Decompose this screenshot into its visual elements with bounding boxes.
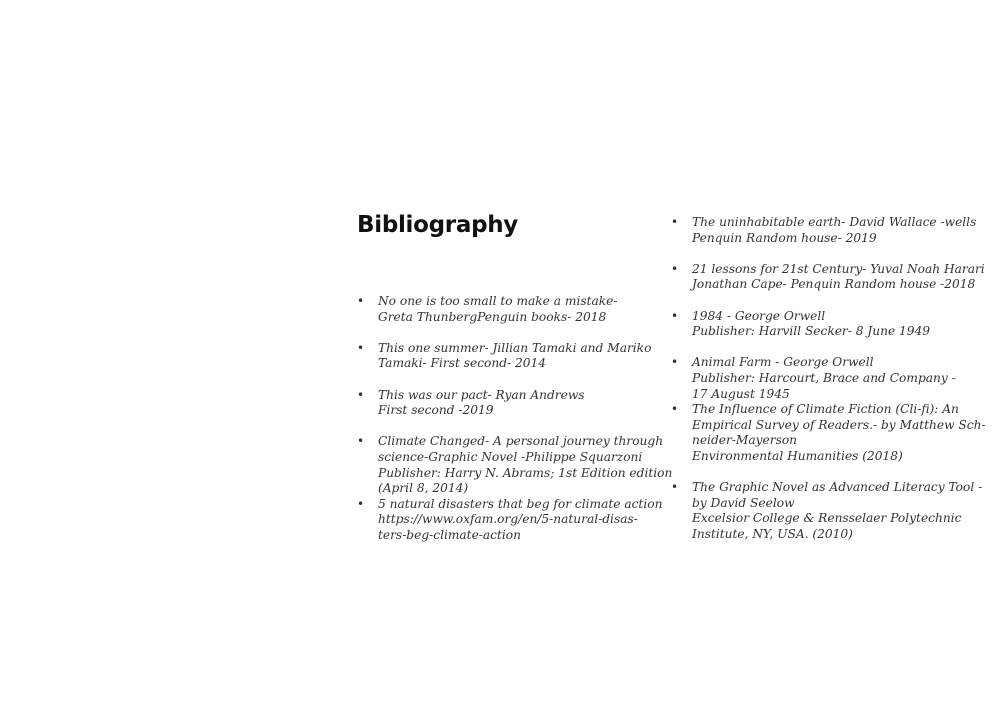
entry-line: First second -2019 — [378, 403, 494, 418]
bibliography-entry — [357, 340, 652, 372]
bibliography-entry — [357, 434, 673, 496]
bibliography-entry — [357, 496, 663, 544]
bibliography-entry — [671, 480, 983, 542]
bullet-icon: • — [671, 308, 679, 323]
entry-line: This one summer- Jillian Tamaki and Mariko — [378, 340, 652, 355]
bibliography-entry — [671, 215, 977, 246]
entry-line: The Influence of Climate Fiction (Cli-fi): An — [692, 402, 959, 417]
entry-line: neider-Mayerson — [692, 433, 798, 448]
entry-line: Excelsior College & Rensselaer Polytechnic — [692, 511, 962, 526]
entry-line: 21 lessons for 21st Century- Yuval Noah Harari — [692, 261, 985, 276]
entry-line: Environmental Humanities (2018) — [692, 448, 903, 463]
entry-line: Empirical Survey of Readers.- by Matthew Sch- — [692, 417, 986, 432]
bullet-icon: • — [357, 340, 365, 355]
entry-line: https://www.oxfam.org/en/5-natural-disas- — [378, 512, 638, 527]
bullet-icon: • — [671, 480, 679, 495]
bibliography-entry — [671, 355, 971, 402]
bullet-icon: • — [671, 355, 679, 370]
entry-line: The uninhabitable earth- David Wallace -wells — [692, 215, 977, 229]
bibliography-entry — [357, 388, 647, 419]
entry-line: by David Seelow — [692, 495, 795, 510]
bullet-icon: • — [357, 294, 365, 308]
entry-line: 17 August 1945 — [692, 386, 790, 401]
bullet-icon: • — [671, 215, 679, 229]
entry-line: Animal Farm - George Orwell — [692, 355, 874, 370]
entry-line: 5 natural disasters that beg for climate action — [378, 496, 663, 511]
entry-line: Jonathan Cape- Penquin Random house -2018 — [692, 277, 976, 292]
entry-line: Publisher: Harvill Secker- 8 June 1949 — [692, 324, 931, 339]
bullet-icon: • — [357, 434, 365, 449]
entry-line: Institute, NY, USA. (2010) — [692, 526, 853, 541]
entry-line: Publisher: Harry N. Abrams; 1st Edition edition — [378, 465, 673, 480]
entry-line: science-Graphic Novel -Philippe Squarzoni — [378, 449, 643, 464]
entry-line: Tamaki- First second- 2014 — [378, 356, 547, 371]
bibliography-right-column — [671, 215, 986, 542]
entry-line: 1984 - George Orwell — [692, 308, 826, 323]
bibliography-entry — [357, 294, 647, 325]
bibliography-entry — [671, 261, 985, 293]
entry-line: (April 8, 2014) — [378, 481, 469, 496]
bibliography-left-column — [357, 294, 673, 544]
entry-line: Greta ThunbergPenguin books- 2018 — [378, 309, 607, 324]
bibliography-entry — [671, 402, 986, 464]
bullet-icon: • — [357, 496, 365, 511]
entry-line: No one is too small to make a mistake- — [378, 294, 618, 308]
entry-line: Penquin Random house- 2019 — [692, 230, 877, 245]
bullet-icon: • — [671, 261, 679, 276]
entry-line: The Graphic Novel as Advanced Literacy Tool - — [692, 480, 983, 495]
entry-line: This was our pact- Ryan Andrews — [378, 387, 585, 402]
entry-line: Climate Changed- A personal journey through — [378, 434, 664, 449]
bullet-icon: • — [671, 402, 679, 417]
page-title: Bibliography — [357, 212, 519, 238]
entry-line: Publisher: Harcourt, Brace and Company - — [692, 370, 956, 385]
entry-line: ters-beg-climate-action — [378, 527, 521, 542]
bullet-icon: • — [357, 387, 365, 402]
bibliography-entry — [671, 309, 971, 340]
